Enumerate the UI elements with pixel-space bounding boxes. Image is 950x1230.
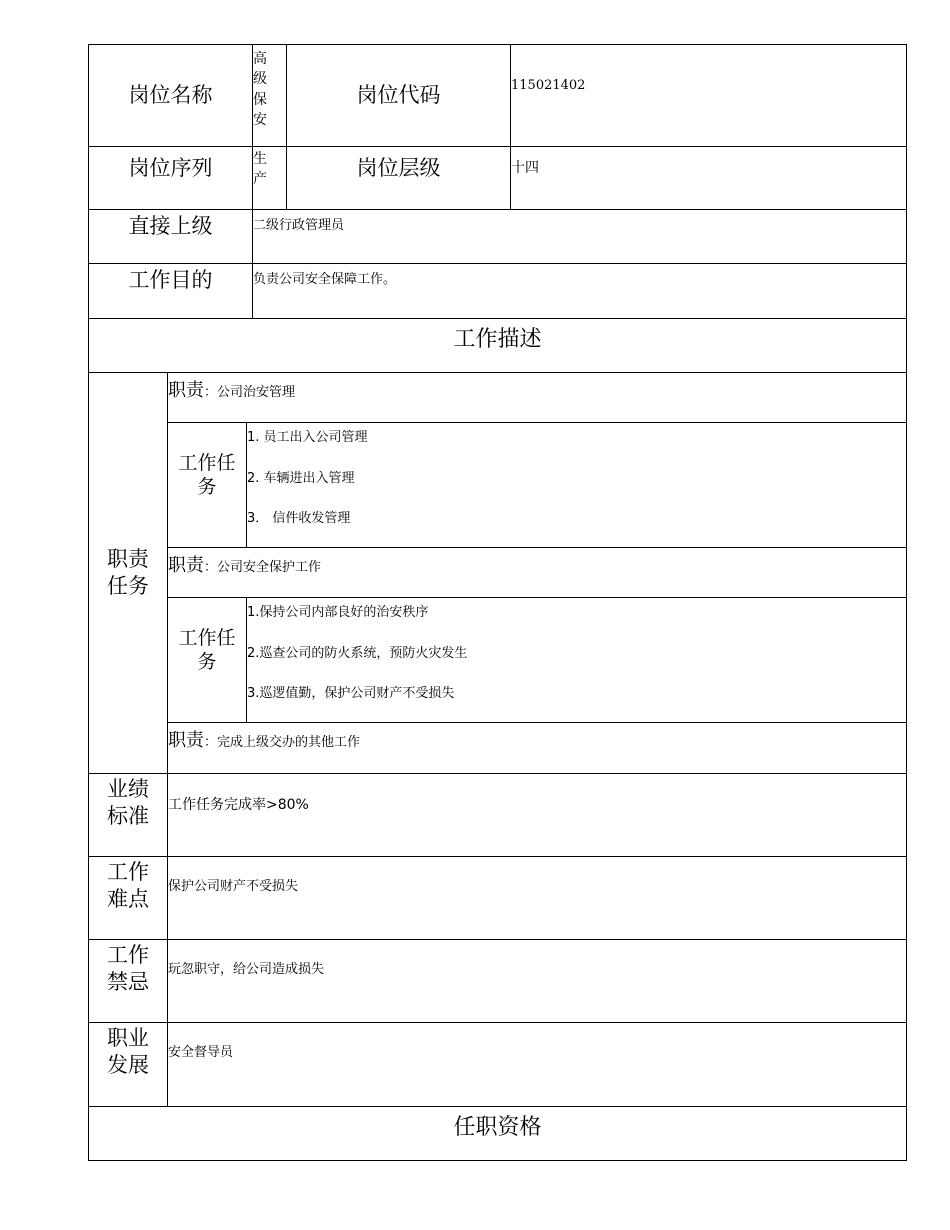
position-series-value: 生产: [253, 151, 267, 188]
performance-value: 工作任务完成率>80%: [167, 773, 907, 857]
task-label: 工作任务: [178, 452, 236, 499]
performance-label: 业绩标准: [107, 777, 149, 829]
position-level-value: 十四: [510, 146, 907, 210]
task-list: [246, 422, 907, 548]
duty-label: 职责: [168, 730, 204, 751]
task-label: 工作任务: [178, 627, 236, 674]
difficulty-label-cell: [88, 856, 168, 940]
task-item: 1. 员工出入公司管理: [247, 430, 368, 445]
duty-name: ：公司安全保护工作: [204, 560, 322, 575]
task-item: 3． 信件收发管理: [247, 511, 351, 526]
superior-label: 直接上级: [88, 209, 253, 264]
position-level-label: 岗位层级: [286, 146, 511, 210]
taboo-label: 工作禁忌: [107, 943, 149, 995]
duty-row: [167, 372, 907, 423]
duty-name: ：完成上级交办的其他工作: [204, 735, 361, 750]
career-value: 安全督导员: [167, 1022, 907, 1107]
duties-label: 职责任务: [107, 546, 149, 598]
task-item: 1.保持公司内部良好的治安秩序: [247, 605, 429, 620]
position-name-cell: [252, 44, 287, 147]
duty-name: ：公司治安管理: [204, 385, 296, 400]
difficulty-label: 工作难点: [107, 860, 149, 912]
taboo-value: 玩忽职守，给公司造成损失: [167, 939, 907, 1023]
position-series-label: 岗位序列: [88, 146, 253, 210]
task-item: 2.巡查公司的防火系统，预防火灾发生: [247, 645, 468, 661]
position-name-label: 岗位名称: [88, 44, 253, 147]
task-item: 2. 车辆进出入管理: [247, 470, 355, 486]
task-label-cell: [167, 597, 247, 723]
duty-label: 职责: [168, 555, 204, 576]
duty-label: 职责: [168, 380, 204, 401]
position-code-label: 岗位代码: [286, 44, 511, 147]
difficulty-value: 保护公司财产不受损失: [167, 856, 907, 940]
duties-label-cell: [88, 372, 168, 774]
task-label-cell: [167, 422, 247, 548]
career-label: 职业发展: [107, 1026, 149, 1078]
position-series-cell: [252, 146, 287, 210]
taboo-label-cell: [88, 939, 168, 1023]
career-label-cell: [88, 1022, 168, 1107]
duty-row: [167, 722, 907, 774]
performance-label-cell: [88, 773, 168, 857]
purpose-label: 工作目的: [88, 263, 253, 319]
position-code-value: 115021402: [510, 44, 907, 147]
duty-row: [167, 547, 907, 598]
position-name-value: 高级保安: [253, 51, 267, 128]
qualification-title: 任职资格: [88, 1106, 907, 1161]
purpose-value: 负责公司安全保障工作。: [252, 263, 907, 319]
task-list: [246, 597, 907, 723]
description-title: 工作描述: [88, 318, 907, 373]
task-item: 3.巡逻值勤，保护公司财产不受损失: [247, 686, 455, 701]
superior-value: 二级行政管理员: [252, 209, 907, 264]
